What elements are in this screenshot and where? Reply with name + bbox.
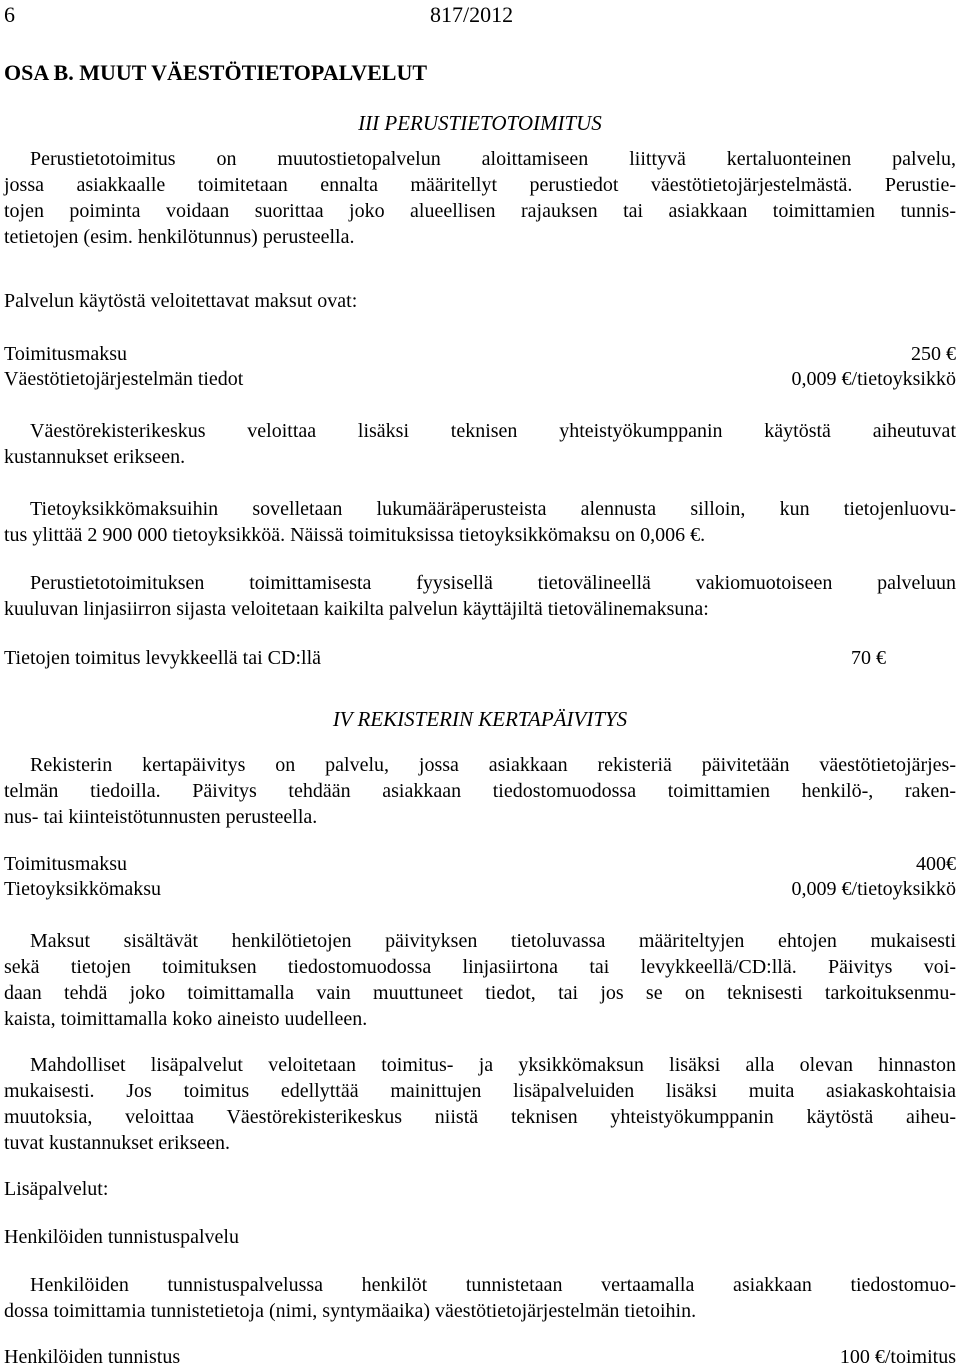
section-3-paragraph-4 <box>4 496 956 548</box>
section-4-paragraph-2 <box>4 928 956 1032</box>
text-line: Perustietotoimitus on muutostietopalvelun aloittamiseen liittyvä kertaluonteinen palvelu, <box>30 148 956 170</box>
fee-value: 0,009 €/tietoyksikkö <box>791 368 956 390</box>
document-number: 817/2012 <box>430 2 514 27</box>
section-3-paragraph-5 <box>4 570 956 622</box>
text-line: tus ylittää 2 900 000 tietoyksikköä. Näissä toimituksissa tietoyksikkömaksu on 0,006 €. <box>4 524 706 546</box>
page-number: 6 <box>4 2 15 27</box>
text-line: Maksut sisältävät henkilötietojen päivityksen tietoluvassa määriteltyjen ehtojen mukaisesti <box>30 930 956 952</box>
fee-value: 70 € <box>851 647 886 669</box>
text-line: Väestörekisterikeskus veloittaa lisäksi teknisen yhteistyökumppanin käytöstä aiheutuvat <box>30 420 956 442</box>
fee-row-media <box>4 645 956 671</box>
text-line: tetietojen (esim. henkilötunnus) perusteella. <box>4 226 355 248</box>
section-3-paragraph-3 <box>4 418 956 470</box>
text-line: sekä tietojen toimituksen tiedostomuodossa linjasiirtona tai levykkeellä/CD:llä. Päivitys voi- <box>4 956 956 978</box>
text-line: nus- tai kiinteistötunnusten perusteella. <box>4 806 318 828</box>
fee-value: 0,009 €/tietoyksikkö <box>791 878 956 900</box>
text-line: Tietoyksikkömaksuihin sovelletaan lukumääräperusteista alennusta silloin, kun tietojenluovu- <box>30 498 956 520</box>
fee-label: Toimitusmaksu <box>4 343 128 365</box>
text-line: Henkilöiden tunnistuspalvelussa henkilöt tunnistetaan vertaamalla asiakkaan tiedostomuo- <box>30 1274 956 1296</box>
text-line: daan tehdä joko toimittamalla vain muuttuneet tiedot, tai jos se on teknisesti tarkoituksenmu- <box>4 982 956 1004</box>
text-line: dossa toimittamia tunnistetietoja (nimi, syntymäaika) väestötietojärjestelmän tietoihin. <box>4 1300 697 1322</box>
section-3-paragraph-2 <box>4 288 956 314</box>
text-line: kaista, toimittamalla koko aineisto uudelleen. <box>4 1008 368 1030</box>
part-title: OSA B. MUUT VÄESTÖTIETOPALVELUT <box>4 60 428 85</box>
text-line: Palvelun käytöstä veloitettavat maksut ovat: <box>4 290 358 312</box>
extras-subheading <box>4 1224 956 1250</box>
text-line: Henkilöiden tunnistuspalvelu <box>4 1226 239 1248</box>
text-line: jossa asiakkaalle toimitetaan ennalta määritellyt perustiedot väestötietojärjestelmästä. Perustie- <box>4 174 956 196</box>
fee-value: 100 €/toimitus <box>839 1346 956 1368</box>
text-line: Perustietotoimituksen toimittamisesta fyysisellä tietovälineellä vakiomuotoiseen palveluun <box>30 572 956 594</box>
fee-label: Tietoyksikkömaksu <box>4 878 162 900</box>
text-line: tojen poiminta voidaan suorittaa joko alueellisen rajauksen tai asiakkaan toimittamien tunnis- <box>4 200 956 222</box>
text-line: Rekisterin kertapäivitys on palvelu, jossa asiakkaan rekisteriä päivitetään väestötietojärjes- <box>30 754 956 776</box>
text-line: Lisäpalvelut: <box>4 1178 109 1200</box>
fee-label: Henkilöiden tunnistus <box>4 1346 181 1368</box>
section-4-paragraph-1 <box>4 752 956 830</box>
section-4-paragraph-4 <box>4 1272 956 1324</box>
section-4-title: IV REKISTERIN KERTAPÄIVITYS <box>332 707 628 731</box>
fee-value: 400€ <box>916 853 956 875</box>
text-line: telmän tiedoilla. Päivitys tehdään asiakkaan tiedostomuodossa toimittamien henkilö-, raken- <box>4 780 956 802</box>
text-line: kuuluvan linjasiirron sijasta veloitetaan kaikilta palvelun käyttäjiltä tietovälinemaksuna: <box>4 598 709 620</box>
text-line: muutoksia, veloittaa Väestörekisterikeskus niistä teknisen yhteistyökumppanin käytöstä aiheu- <box>4 1106 956 1128</box>
section-4-paragraph-3 <box>4 1052 956 1156</box>
fee-row-data-unit <box>4 876 956 902</box>
fee-label: Väestötietojärjestelmän tiedot <box>4 368 244 390</box>
text-line: mukaisesti. Jos toimitus edellyttää mainittujen lisäpalveluiden lisäksi muita asiakaskohtaisia <box>4 1080 956 1102</box>
extras-label <box>4 1176 956 1202</box>
fee-value: 250 € <box>911 343 956 365</box>
text-line: Mahdolliset lisäpalvelut veloitetaan toimitus- ja yksikkömaksun lisäksi alla olevan hinnaston <box>30 1054 956 1076</box>
fee-row-update-delivery <box>4 851 956 877</box>
fee-label: Tietojen toimitus levykkeellä tai CD:llä <box>4 647 322 669</box>
section-3-paragraph-1 <box>4 146 956 250</box>
fee-label: Toimitusmaksu <box>4 853 128 875</box>
text-line: tuvat kustannukset erikseen. <box>4 1132 231 1154</box>
fee-row-identification <box>4 1344 956 1370</box>
fee-row-delivery <box>4 341 956 367</box>
section-3-title: III PERUSTIETOTOIMITUS <box>358 111 602 135</box>
page-header <box>4 0 956 30</box>
fee-row-population-data <box>4 366 956 392</box>
text-line: kustannukset erikseen. <box>4 446 186 468</box>
